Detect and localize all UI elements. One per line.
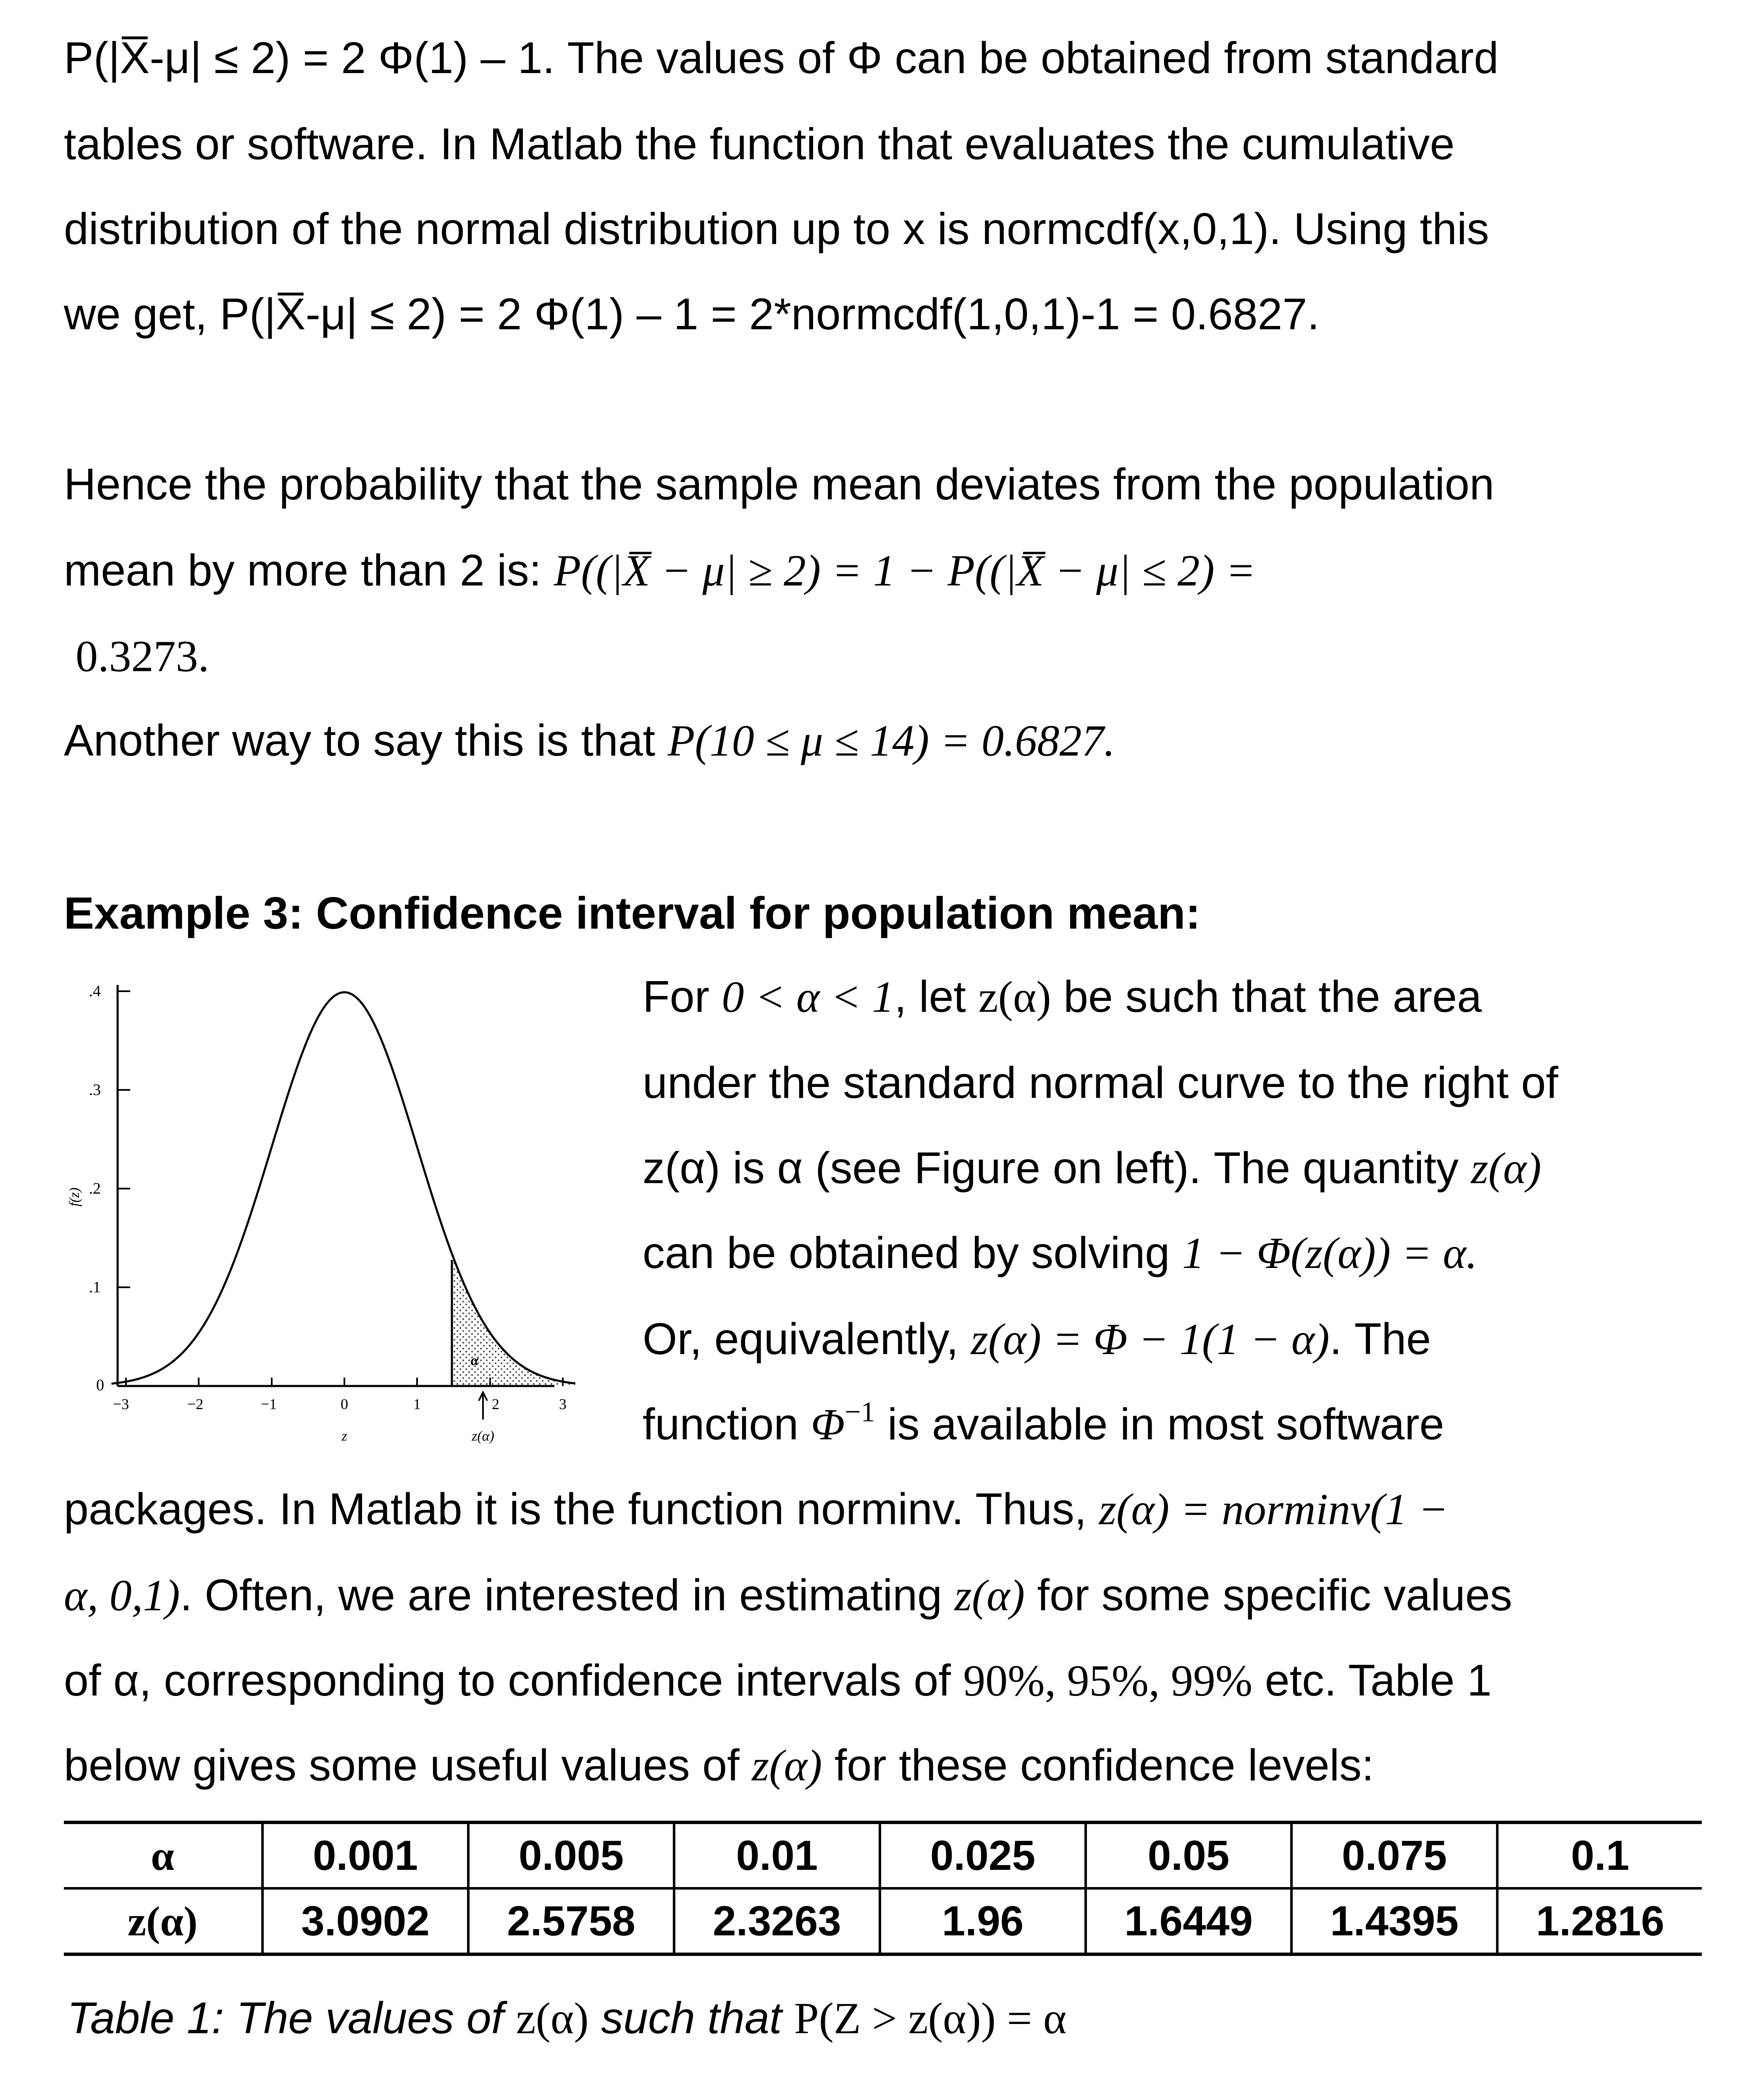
para3-line9-text-b: etc. Table 1: [1252, 1656, 1492, 1705]
xtick-label: 1: [413, 1396, 421, 1412]
normal-density-curve: [111, 992, 575, 1384]
para2-line1: Hence the probability that the sample mean deviates from the population: [64, 459, 1494, 509]
table-cell: 3.0902: [262, 1888, 468, 1954]
xtick-label: −3: [113, 1396, 129, 1412]
table-cell: 0.1: [1497, 1822, 1702, 1888]
para3-line7-math: z(α) = norminv(1 −: [1099, 1485, 1449, 1534]
z-alpha-axis-label: z(α): [472, 1428, 494, 1444]
para3-line5-math: z(α) = Φ − 1(1 − α): [971, 1315, 1330, 1364]
para3-line10-text-a: below gives some useful values of: [64, 1740, 752, 1790]
para2-line4-text: Another way to say this is that: [64, 716, 668, 765]
table-cell: 1.96: [880, 1888, 1086, 1954]
xtick-label: 2: [492, 1396, 499, 1412]
para3-line4-math: 1 − Φ(z(α)) = α.: [1182, 1228, 1478, 1278]
para3-line4: [643, 1228, 1478, 1278]
caption-text-b: such that: [588, 1993, 794, 2043]
example-heading: Example 3: Confidence interval for population mean:: [64, 887, 1201, 938]
para3-line4-text: can be obtained by solving: [643, 1228, 1182, 1278]
para2-line4: [64, 718, 1115, 763]
caption-math-b: P(Z > z(α)) = α: [794, 1994, 1067, 2043]
para3-line1-text-d: be such that the area: [1051, 972, 1482, 1021]
para1-line3: distribution of the normal distribution up to x is normcdf(x,0,1). Using this: [64, 204, 1489, 254]
table-row-alpha: [64, 1822, 1702, 1888]
x-axis-label: z: [341, 1428, 347, 1444]
table-cell: 1.2816: [1497, 1888, 1702, 1954]
para3-line6-text-b: is available in most software: [875, 1399, 1444, 1449]
para1-line1: P(|X̅-μ| ≤ 2) = 2 Φ(1) – 1. The values of Φ can be obtained from standard: [64, 33, 1499, 83]
table-cell: 0.025: [880, 1822, 1086, 1888]
para3-line8-text-b: for some specific values: [1025, 1570, 1512, 1620]
normal-curve-figure: [59, 962, 575, 1449]
table-row-z: [64, 1888, 1702, 1954]
para3-line6-superscript: −1: [845, 1396, 875, 1428]
para3-line1-math-z: z(α): [978, 972, 1051, 1021]
para1-line2: tables or software. In Matlab the function that evaluates the cumulative: [64, 119, 1455, 169]
para3-line1: [643, 974, 1482, 1019]
table-cell: 2.5758: [468, 1888, 674, 1954]
xtick-label: −1: [260, 1396, 277, 1412]
table-cell: 0.01: [674, 1822, 880, 1888]
table-cell: 0.075: [1291, 1822, 1497, 1888]
para3-line8-text-a: . Often, we are interested in estimating: [180, 1570, 955, 1620]
para3-line10-math: z(α): [751, 1741, 822, 1790]
caption-text-a: Table 1: The values of: [67, 1993, 516, 2043]
para2-line2-text: mean by more than 2 is:: [64, 546, 554, 595]
caption-math-a: z(α): [516, 1994, 589, 2043]
para2-line3-math: 0.3273.: [76, 632, 209, 681]
para3-line5-text-a: Or, equivalently,: [643, 1314, 971, 1364]
para3-line5: [643, 1314, 1431, 1364]
ytick-label: 0: [96, 1376, 104, 1394]
para2-line4-math: P(10 ≤ μ ≤ 14) = 0.6827.: [667, 716, 1115, 765]
para3-line1-text-a: For: [643, 972, 722, 1021]
para3-line2: under the standard normal curve to the right of: [643, 1058, 1559, 1108]
xtick-label: −2: [187, 1396, 204, 1412]
para2-line2-math: P((|X̅ − μ| ≥ 2) = 1 − P((|X̅ − μ| ≤ 2) =: [554, 546, 1256, 595]
xtick-label: 0: [341, 1396, 348, 1412]
alpha-area-label: α: [470, 1353, 479, 1368]
xtick-label: 3: [559, 1396, 567, 1412]
para3-line9: [64, 1658, 1492, 1703]
para3-line9-math: 90%, 95%, 99%: [963, 1656, 1253, 1705]
y-axis-label: f(z): [67, 1187, 82, 1207]
table-cell: 1.4395: [1291, 1888, 1497, 1954]
ytick-label: .3: [89, 1081, 101, 1099]
para3-line8: [64, 1570, 1512, 1620]
para3-line7: [64, 1484, 1449, 1534]
para3-line7-text: packages. In Matlab it is the function norminv. Thus,: [64, 1484, 1099, 1534]
table-cell: 0.005: [468, 1822, 674, 1888]
ytick-label: .2: [89, 1180, 101, 1197]
para3-line8-math-b: z(α): [954, 1571, 1025, 1620]
table-cell: 0.001: [262, 1822, 468, 1888]
para3-line8-math-a: α, 0,1): [64, 1571, 180, 1620]
para2-line2: [64, 548, 1256, 593]
para3-line3: [643, 1143, 1541, 1193]
para3-line1-text-b: , let: [894, 972, 979, 1021]
table-cell: 2.3263: [674, 1888, 880, 1954]
para3-line3-text: z(α) is α (see Figure on left). The quantity: [643, 1143, 1471, 1193]
para3-line1-math: 0 < α < 1: [722, 972, 895, 1021]
ytick-label: .1: [89, 1278, 101, 1296]
normal-curve-svg: [59, 962, 575, 1449]
para3-line3-math: z(α): [1471, 1144, 1541, 1193]
table-row-header: z(α): [64, 1888, 262, 1954]
para3-line9-text-a: of α, corresponding to confidence intervals of: [64, 1656, 963, 1705]
para3-line6-text-a: function: [643, 1399, 811, 1449]
ytick-label: .4: [89, 982, 101, 1000]
table-caption: [67, 1993, 1066, 2044]
table-cell: 0.05: [1086, 1822, 1291, 1888]
table-cell: 1.6449: [1086, 1888, 1291, 1954]
table-row-header: α: [64, 1822, 262, 1888]
para1-line4: we get, P(|X̅-μ| ≤ 2) = 2 Φ(1) – 1 = 2*normcdf(1,0,1)-1 = 0.6827.: [64, 289, 1320, 339]
para3-line10-text-b: for these confidence levels:: [822, 1740, 1374, 1790]
para3-line5-text-b: . The: [1329, 1314, 1431, 1364]
para3-line6-math: Φ: [811, 1400, 845, 1449]
z-alpha-table: [64, 1821, 1702, 1956]
para3-line6: [643, 1396, 1444, 1449]
para3-line10: [64, 1740, 1374, 1790]
